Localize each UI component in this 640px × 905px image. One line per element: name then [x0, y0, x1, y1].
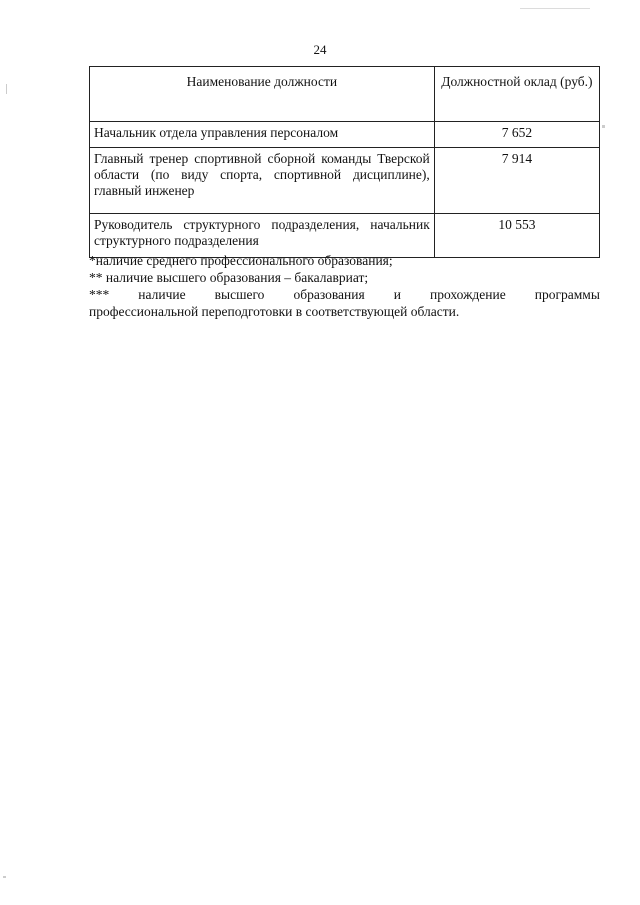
page-number: 24 — [313, 42, 327, 57]
scan-artifact — [3, 876, 6, 878]
position-name-cell: Руководитель структурного подразделения, начальник структурного подразделения — [90, 214, 435, 258]
footnote-3-word: и — [393, 287, 401, 302]
footnote-3-word: *** — [89, 287, 110, 302]
salary-cell: 7 914 — [434, 148, 599, 214]
footnote-3-word: прохождение — [430, 287, 506, 302]
footnote-1: *наличие среднего профессионального образования; — [89, 253, 393, 268]
table-header-row — [90, 67, 600, 122]
footnote-3-line-2: профессиональной переподготовки в соответствующей области. — [89, 304, 460, 319]
salary-table — [89, 66, 600, 258]
position-name-cell: Главный тренер спортивной сборной команды Тверской области (по виду спорта, спортивной дисциплине), главный инженер — [90, 148, 435, 214]
header-salary: Должностной оклад (руб.) — [434, 67, 599, 122]
table-row — [90, 148, 600, 214]
scan-artifact — [520, 8, 590, 9]
footnote-3-word: программы — [534, 287, 600, 302]
position-name-cell: Начальник отдела управления персоналом — [90, 122, 435, 148]
table-row — [90, 122, 600, 148]
scan-artifact — [6, 84, 7, 94]
header-position-name: Наименование должности — [90, 67, 435, 122]
footnote-3-word: высшего — [214, 287, 265, 302]
footnote-3-word: наличие — [138, 287, 186, 302]
scan-artifact — [602, 125, 605, 128]
table-row — [90, 214, 600, 258]
footnote-2: ** наличие высшего образования – бакалавриат; — [89, 270, 369, 285]
footnote-3-word: образования — [293, 287, 365, 302]
salary-cell: 7 652 — [434, 122, 599, 148]
footnote-3-line-1 — [89, 286, 600, 303]
footnotes — [89, 252, 600, 320]
salary-cell: 10 553 — [434, 214, 599, 258]
